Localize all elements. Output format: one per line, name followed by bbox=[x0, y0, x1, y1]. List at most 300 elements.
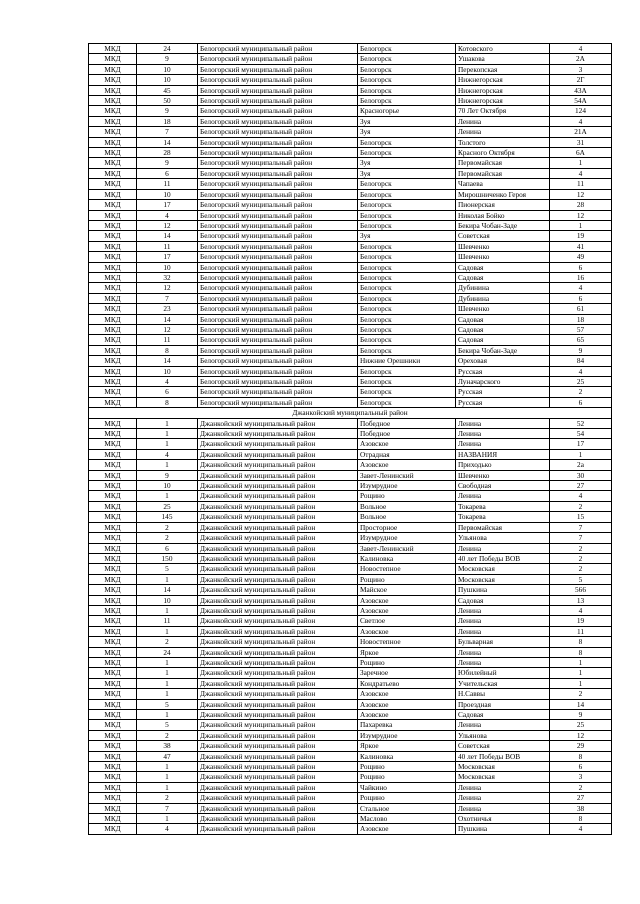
table-row bbox=[89, 293, 612, 303]
object-type-cell: МКД bbox=[89, 585, 137, 595]
count-cell: 8 bbox=[137, 397, 198, 407]
object-type-cell: МКД bbox=[89, 127, 137, 137]
house-number-cell: 4 bbox=[550, 366, 612, 376]
street-cell: Московская bbox=[456, 762, 550, 772]
table-row bbox=[89, 647, 612, 657]
object-type-cell: МКД bbox=[89, 293, 137, 303]
table-row bbox=[89, 803, 612, 813]
district-cell: Джанкойский муниципальный район bbox=[198, 699, 358, 709]
street-cell: Ленина bbox=[456, 605, 550, 615]
locality-cell: Яркое bbox=[358, 647, 456, 657]
object-type-cell: МКД bbox=[89, 782, 137, 792]
house-number-cell: 2 bbox=[550, 543, 612, 553]
street-cell: Ленина bbox=[456, 429, 550, 439]
house-number-cell: 1 bbox=[550, 158, 612, 168]
locality-cell: Рощино bbox=[358, 762, 456, 772]
locality-cell: Белогорск bbox=[358, 252, 456, 262]
count-cell: 2 bbox=[137, 533, 198, 543]
house-number-cell: 65 bbox=[550, 335, 612, 345]
table-row bbox=[89, 397, 612, 407]
table-row bbox=[89, 585, 612, 595]
district-cell: Белогорский муниципальный район bbox=[198, 231, 358, 241]
house-number-cell: 11 bbox=[550, 626, 612, 636]
count-cell: 14 bbox=[137, 137, 198, 147]
street-cell: Шевченко bbox=[456, 252, 550, 262]
street-cell: Чапаева bbox=[456, 179, 550, 189]
district-cell: Джанкойский муниципальный район bbox=[198, 772, 358, 782]
count-cell: 150 bbox=[137, 553, 198, 563]
count-cell: 10 bbox=[137, 64, 198, 74]
street-cell: Свободная bbox=[456, 481, 550, 491]
street-cell: Первомайская bbox=[456, 158, 550, 168]
house-number-cell: 54 bbox=[550, 429, 612, 439]
district-cell: Джанкойский муниципальный район bbox=[198, 741, 358, 751]
street-cell: Токарева bbox=[456, 512, 550, 522]
locality-cell: Новостепное bbox=[358, 637, 456, 647]
object-type-cell: МКД bbox=[89, 64, 137, 74]
locality-cell: Белогорск bbox=[358, 377, 456, 387]
table-row bbox=[89, 127, 612, 137]
locality-cell: Зуя bbox=[358, 231, 456, 241]
count-cell: 2 bbox=[137, 730, 198, 740]
district-cell: Белогорский муниципальный район bbox=[198, 356, 358, 366]
table-row bbox=[89, 449, 612, 459]
object-type-cell: МКД bbox=[89, 668, 137, 678]
table-row bbox=[89, 377, 612, 387]
table-row bbox=[89, 96, 612, 106]
locality-cell: Зуя bbox=[358, 158, 456, 168]
object-type-cell: МКД bbox=[89, 470, 137, 480]
object-type-cell: МКД bbox=[89, 481, 137, 491]
house-number-cell: 5 bbox=[550, 574, 612, 584]
object-type-cell: МКД bbox=[89, 158, 137, 168]
district-cell: Белогорский муниципальный район bbox=[198, 252, 358, 262]
street-cell: Пушкина bbox=[456, 824, 550, 834]
district-cell: Белогорский муниципальный район bbox=[198, 54, 358, 64]
house-number-cell: 52 bbox=[550, 418, 612, 428]
table-row bbox=[89, 689, 612, 699]
table-row bbox=[89, 106, 612, 116]
district-cell: Джанкойский муниципальный район bbox=[198, 782, 358, 792]
count-cell: 17 bbox=[137, 200, 198, 210]
street-cell: Н.Саввы bbox=[456, 689, 550, 699]
table-row bbox=[89, 439, 612, 449]
object-type-cell: МКД bbox=[89, 220, 137, 230]
locality-cell: Белогорск bbox=[358, 200, 456, 210]
count-cell: 1 bbox=[137, 678, 198, 688]
object-type-cell: МКД bbox=[89, 710, 137, 720]
district-cell: Джанкойский муниципальный район bbox=[198, 803, 358, 813]
table-row bbox=[89, 481, 612, 491]
house-number-cell: 7 bbox=[550, 533, 612, 543]
count-cell: 1 bbox=[137, 439, 198, 449]
house-number-cell: 2А bbox=[550, 54, 612, 64]
street-cell: Мирошниченко Героя bbox=[456, 189, 550, 199]
object-type-cell: МКД bbox=[89, 179, 137, 189]
street-cell: Ульянова bbox=[456, 730, 550, 740]
locality-cell: Белогорск bbox=[358, 283, 456, 293]
house-number-cell: 8 bbox=[550, 647, 612, 657]
object-type-cell: МКД bbox=[89, 168, 137, 178]
street-cell: Толстого bbox=[456, 137, 550, 147]
count-cell: 9 bbox=[137, 470, 198, 480]
object-type-cell: МКД bbox=[89, 741, 137, 751]
object-type-cell: МКД bbox=[89, 512, 137, 522]
house-number-cell: 1 bbox=[550, 668, 612, 678]
street-cell: Бекира Чобан-Заде bbox=[456, 220, 550, 230]
object-type-cell: МКД bbox=[89, 397, 137, 407]
table-row bbox=[89, 668, 612, 678]
district-cell: Белогорский муниципальный район bbox=[198, 210, 358, 220]
count-cell: 145 bbox=[137, 512, 198, 522]
house-number-cell: 6А bbox=[550, 148, 612, 158]
locality-cell: Белогорск bbox=[358, 210, 456, 220]
count-cell: 10 bbox=[137, 595, 198, 605]
house-number-cell: 6 bbox=[550, 397, 612, 407]
table-row bbox=[89, 44, 612, 54]
count-cell: 1 bbox=[137, 626, 198, 636]
count-cell: 14 bbox=[137, 231, 198, 241]
district-cell: Джанкойский муниципальный район bbox=[198, 678, 358, 688]
house-number-cell: 28 bbox=[550, 200, 612, 210]
house-number-cell: 4 bbox=[550, 44, 612, 54]
object-type-cell: МКД bbox=[89, 533, 137, 543]
locality-cell: Азовское bbox=[358, 699, 456, 709]
house-number-cell: 3 bbox=[550, 772, 612, 782]
count-cell: 11 bbox=[137, 179, 198, 189]
street-cell: Ленина bbox=[456, 418, 550, 428]
table-row bbox=[89, 553, 612, 563]
object-type-cell: МКД bbox=[89, 793, 137, 803]
table-row bbox=[89, 158, 612, 168]
object-type-cell: МКД bbox=[89, 595, 137, 605]
locality-cell: Азовское bbox=[358, 460, 456, 470]
locality-cell: Белогорск bbox=[358, 220, 456, 230]
street-cell: Бульварная bbox=[456, 637, 550, 647]
street-cell: Нижнегорская bbox=[456, 96, 550, 106]
count-cell: 47 bbox=[137, 751, 198, 761]
street-cell: Ленина bbox=[456, 491, 550, 501]
house-number-cell: 2 bbox=[550, 689, 612, 699]
locality-cell: Белогорск bbox=[358, 189, 456, 199]
district-cell: Белогорский муниципальный район bbox=[198, 75, 358, 85]
street-cell: Ленина bbox=[456, 439, 550, 449]
district-cell: Белогорский муниципальный район bbox=[198, 304, 358, 314]
district-cell: Белогорский муниципальный район bbox=[198, 168, 358, 178]
locality-cell: Азовское bbox=[358, 605, 456, 615]
street-cell: Перекопская bbox=[456, 64, 550, 74]
locality-cell: Азовское bbox=[358, 626, 456, 636]
count-cell: 1 bbox=[137, 689, 198, 699]
house-number-cell: 14 bbox=[550, 699, 612, 709]
object-type-cell: МКД bbox=[89, 429, 137, 439]
housing-table-body bbox=[89, 44, 612, 835]
district-cell: Джанкойский муниципальный район bbox=[198, 543, 358, 553]
table-row bbox=[89, 85, 612, 95]
district-cell: Белогорский муниципальный район bbox=[198, 262, 358, 272]
object-type-cell: МКД bbox=[89, 814, 137, 824]
house-number-cell: 4 bbox=[550, 824, 612, 834]
count-cell: 5 bbox=[137, 699, 198, 709]
locality-cell: Зуя bbox=[358, 168, 456, 178]
street-cell: Садовая bbox=[456, 262, 550, 272]
table-row bbox=[89, 418, 612, 428]
count-cell: 1 bbox=[137, 814, 198, 824]
locality-cell: Заречное bbox=[358, 668, 456, 678]
object-type-cell: МКД bbox=[89, 356, 137, 366]
district-cell: Белогорский муниципальный район bbox=[198, 335, 358, 345]
count-cell: 17 bbox=[137, 252, 198, 262]
house-number-cell: 4 bbox=[550, 116, 612, 126]
count-cell: 1 bbox=[137, 429, 198, 439]
table-row bbox=[89, 387, 612, 397]
locality-cell: Белогорск bbox=[358, 241, 456, 251]
house-number-cell: 8 bbox=[550, 637, 612, 647]
street-cell: Советская bbox=[456, 741, 550, 751]
count-cell: 10 bbox=[137, 366, 198, 376]
table-row bbox=[89, 116, 612, 126]
housing-table-page bbox=[88, 43, 611, 835]
district-cell: Джанкойский муниципальный район bbox=[198, 418, 358, 428]
table-row bbox=[89, 501, 612, 511]
house-number-cell: 6 bbox=[550, 262, 612, 272]
street-cell: Московская bbox=[456, 574, 550, 584]
district-cell: Джанкойский муниципальный район bbox=[198, 626, 358, 636]
object-type-cell: МКД bbox=[89, 106, 137, 116]
count-cell: 6 bbox=[137, 168, 198, 178]
count-cell: 4 bbox=[137, 377, 198, 387]
table-row bbox=[89, 782, 612, 792]
locality-cell: Изумрудное bbox=[358, 730, 456, 740]
count-cell: 1 bbox=[137, 418, 198, 428]
locality-cell: Вольное bbox=[358, 501, 456, 511]
locality-cell: Красногорье bbox=[358, 106, 456, 116]
street-cell: Николая Бойко bbox=[456, 210, 550, 220]
locality-cell: Белогорск bbox=[358, 324, 456, 334]
object-type-cell: МКД bbox=[89, 304, 137, 314]
district-cell: Белогорский муниципальный район bbox=[198, 220, 358, 230]
district-cell: Белогорский муниципальный район bbox=[198, 116, 358, 126]
count-cell: 8 bbox=[137, 345, 198, 355]
table-row bbox=[89, 283, 612, 293]
locality-cell: Белогорск bbox=[358, 293, 456, 303]
house-number-cell: 12 bbox=[550, 730, 612, 740]
locality-cell: Белогорск bbox=[358, 137, 456, 147]
table-row bbox=[89, 824, 612, 834]
table-row bbox=[89, 751, 612, 761]
object-type-cell: МКД bbox=[89, 75, 137, 85]
locality-cell: Нижние Орешники bbox=[358, 356, 456, 366]
table-row bbox=[89, 272, 612, 282]
object-type-cell: МКД bbox=[89, 751, 137, 761]
district-cell: Белогорский муниципальный район bbox=[198, 179, 358, 189]
locality-cell: Вольное bbox=[358, 512, 456, 522]
district-cell: Белогорский муниципальный район bbox=[198, 44, 358, 54]
house-number-cell: 43А bbox=[550, 85, 612, 95]
district-cell: Белогорский муниципальный район bbox=[198, 272, 358, 282]
section-header: Джанкойский муниципальный район bbox=[89, 408, 612, 418]
locality-cell: Зуя bbox=[358, 127, 456, 137]
district-cell: Джанкойский муниципальный район bbox=[198, 668, 358, 678]
object-type-cell: МКД bbox=[89, 345, 137, 355]
locality-cell: Рощино bbox=[358, 574, 456, 584]
table-row bbox=[89, 220, 612, 230]
table-row bbox=[89, 699, 612, 709]
locality-cell: Калиновка bbox=[358, 553, 456, 563]
street-cell: Шевченко bbox=[456, 304, 550, 314]
locality-cell: Победное bbox=[358, 418, 456, 428]
street-cell: Русская bbox=[456, 397, 550, 407]
table-row bbox=[89, 137, 612, 147]
object-type-cell: МКД bbox=[89, 366, 137, 376]
district-cell: Джанкойский муниципальный район bbox=[198, 824, 358, 834]
district-cell: Джанкойский муниципальный район bbox=[198, 647, 358, 657]
object-type-cell: МКД bbox=[89, 730, 137, 740]
street-cell: Садовая bbox=[456, 595, 550, 605]
object-type-cell: МКД bbox=[89, 543, 137, 553]
count-cell: 1 bbox=[137, 491, 198, 501]
count-cell: 14 bbox=[137, 314, 198, 324]
object-type-cell: МКД bbox=[89, 335, 137, 345]
count-cell: 6 bbox=[137, 387, 198, 397]
object-type-cell: МКД bbox=[89, 824, 137, 834]
table-row bbox=[89, 460, 612, 470]
object-type-cell: МКД bbox=[89, 283, 137, 293]
street-cell: Ленина bbox=[456, 626, 550, 636]
table-row bbox=[89, 522, 612, 532]
house-number-cell: 1 bbox=[550, 449, 612, 459]
district-cell: Джанкойский муниципальный район bbox=[198, 522, 358, 532]
object-type-cell: МКД bbox=[89, 116, 137, 126]
house-number-cell: 2 bbox=[550, 553, 612, 563]
street-cell: Нижнегорская bbox=[456, 75, 550, 85]
district-cell: Белогорский муниципальный район bbox=[198, 314, 358, 324]
count-cell: 38 bbox=[137, 741, 198, 751]
count-cell: 4 bbox=[137, 449, 198, 459]
object-type-cell: МКД bbox=[89, 501, 137, 511]
house-number-cell: 2 bbox=[550, 564, 612, 574]
table-row bbox=[89, 324, 612, 334]
table-row bbox=[89, 533, 612, 543]
count-cell: 23 bbox=[137, 304, 198, 314]
object-type-cell: МКД bbox=[89, 387, 137, 397]
object-type-cell: МКД bbox=[89, 449, 137, 459]
district-cell: Белогорский муниципальный район bbox=[198, 64, 358, 74]
district-cell: Джанкойский муниципальный район bbox=[198, 710, 358, 720]
table-row bbox=[89, 710, 612, 720]
house-number-cell: 18 bbox=[550, 314, 612, 324]
count-cell: 9 bbox=[137, 106, 198, 116]
district-cell: Джанкойский муниципальный район bbox=[198, 720, 358, 730]
locality-cell: Белогорск bbox=[358, 54, 456, 64]
district-cell: Белогорский муниципальный район bbox=[198, 241, 358, 251]
table-row bbox=[89, 616, 612, 626]
locality-cell: Просторное bbox=[358, 522, 456, 532]
object-type-cell: МКД bbox=[89, 605, 137, 615]
street-cell: Русская bbox=[456, 366, 550, 376]
table-row bbox=[89, 793, 612, 803]
locality-cell: Рощино bbox=[358, 657, 456, 667]
locality-cell: Майское bbox=[358, 585, 456, 595]
object-type-cell: МКД bbox=[89, 657, 137, 667]
house-number-cell: 84 bbox=[550, 356, 612, 366]
district-cell: Белогорский муниципальный район bbox=[198, 283, 358, 293]
table-row bbox=[89, 345, 612, 355]
street-cell: Ленина bbox=[456, 543, 550, 553]
house-number-cell: 15 bbox=[550, 512, 612, 522]
locality-cell: Белогорск bbox=[358, 335, 456, 345]
street-cell: Ленина bbox=[456, 116, 550, 126]
house-number-cell: 11 bbox=[550, 179, 612, 189]
locality-cell: Кондратьево bbox=[358, 678, 456, 688]
house-number-cell: 2 bbox=[550, 782, 612, 792]
house-number-cell: 25 bbox=[550, 720, 612, 730]
count-cell: 50 bbox=[137, 96, 198, 106]
street-cell: Проездная bbox=[456, 699, 550, 709]
district-cell: Белогорский муниципальный район bbox=[198, 387, 358, 397]
count-cell: 1 bbox=[137, 605, 198, 615]
district-cell: Джанкойский муниципальный район bbox=[198, 533, 358, 543]
locality-cell: Белогорск bbox=[358, 397, 456, 407]
count-cell: 1 bbox=[137, 710, 198, 720]
house-number-cell: 4 bbox=[550, 283, 612, 293]
house-number-cell: 8 bbox=[550, 751, 612, 761]
count-cell: 32 bbox=[137, 272, 198, 282]
locality-cell: Стальное bbox=[358, 803, 456, 813]
district-cell: Джанкойский муниципальный район bbox=[198, 657, 358, 667]
object-type-cell: МКД bbox=[89, 699, 137, 709]
count-cell: 9 bbox=[137, 54, 198, 64]
street-cell: Бекира Чобан-Заде bbox=[456, 345, 550, 355]
count-cell: 2 bbox=[137, 637, 198, 647]
district-cell: Белогорский муниципальный район bbox=[198, 189, 358, 199]
locality-cell: Яркое bbox=[358, 741, 456, 751]
table-row bbox=[89, 54, 612, 64]
house-number-cell: 9 bbox=[550, 345, 612, 355]
housing-table bbox=[88, 43, 612, 835]
count-cell: 7 bbox=[137, 293, 198, 303]
house-number-cell: 2Г bbox=[550, 75, 612, 85]
count-cell: 1 bbox=[137, 782, 198, 792]
house-number-cell: 12 bbox=[550, 189, 612, 199]
object-type-cell: МКД bbox=[89, 96, 137, 106]
table-row bbox=[89, 637, 612, 647]
object-type-cell: МКД bbox=[89, 252, 137, 262]
district-cell: Джанкойский муниципальный район bbox=[198, 616, 358, 626]
object-type-cell: МКД bbox=[89, 647, 137, 657]
object-type-cell: МКД bbox=[89, 262, 137, 272]
object-type-cell: МКД bbox=[89, 460, 137, 470]
locality-cell: Пахаревка bbox=[358, 720, 456, 730]
street-cell: Ленина bbox=[456, 616, 550, 626]
table-row bbox=[89, 75, 612, 85]
locality-cell: Белогорск bbox=[358, 272, 456, 282]
table-row bbox=[89, 772, 612, 782]
house-number-cell: 1 bbox=[550, 220, 612, 230]
table-row bbox=[89, 762, 612, 772]
house-number-cell: 38 bbox=[550, 803, 612, 813]
table-row bbox=[89, 657, 612, 667]
street-cell: Красного Октября bbox=[456, 148, 550, 158]
table-row bbox=[89, 678, 612, 688]
district-cell: Джанкойский муниципальный район bbox=[198, 564, 358, 574]
house-number-cell: 1 bbox=[550, 678, 612, 688]
house-number-cell: 2 bbox=[550, 387, 612, 397]
house-number-cell: 2а bbox=[550, 460, 612, 470]
house-number-cell: 27 bbox=[550, 481, 612, 491]
house-number-cell: 4 bbox=[550, 605, 612, 615]
count-cell: 1 bbox=[137, 460, 198, 470]
